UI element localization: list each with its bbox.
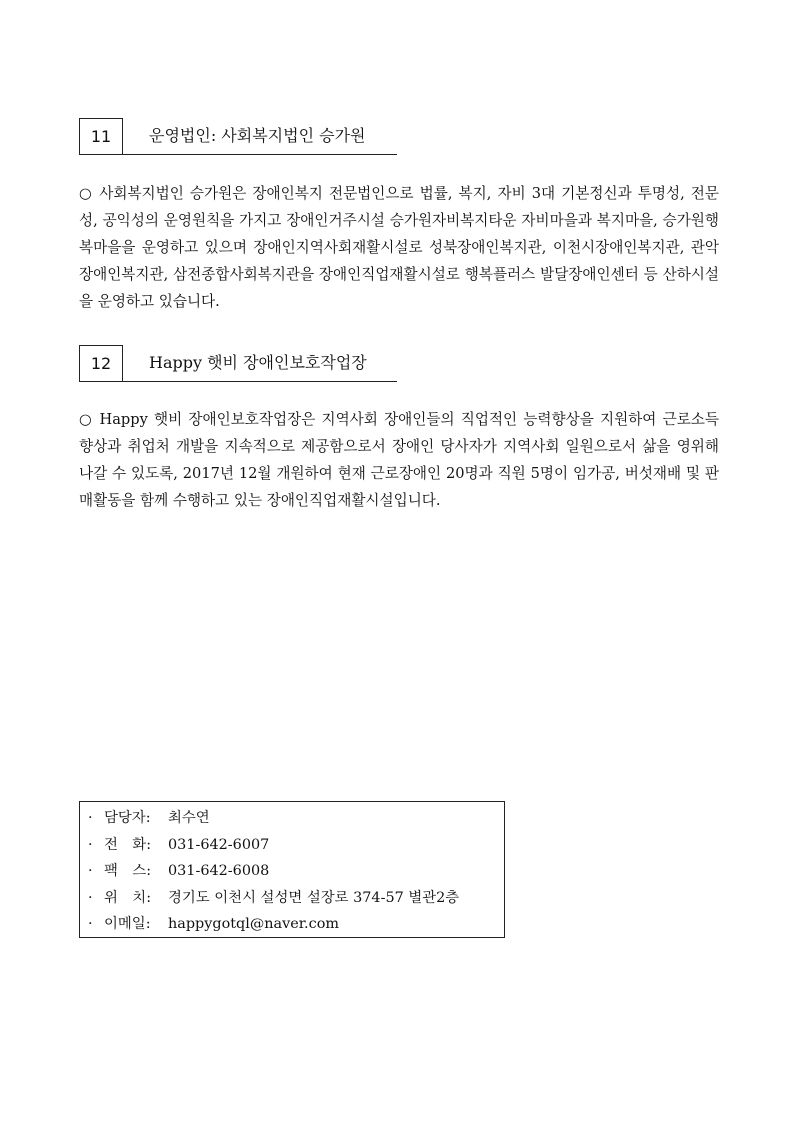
contact-value[interactable]: 031-642-6007 — [168, 836, 270, 853]
contact-label: 전 화: — [104, 836, 152, 853]
section-11-header — [79, 118, 397, 155]
contact-row-location — [88, 885, 504, 912]
contact-label: 담당자: — [104, 810, 151, 826]
contact-label: 이메일: — [104, 916, 151, 932]
contact-row-phone — [88, 832, 504, 859]
contact-label: 위 치: — [104, 889, 152, 906]
contact-row-manager — [88, 805, 504, 832]
bullet-dot: · — [88, 916, 93, 932]
contact-value: 031-642-6008 — [168, 863, 270, 879]
contact-row-fax — [88, 858, 504, 885]
section-11-number: 11 — [79, 118, 123, 154]
section-12-header — [79, 345, 397, 382]
contact-value: 경기도 이천시 설성면 설장로 374-57 별관2층 — [168, 889, 460, 906]
bullet-dot: · — [88, 889, 93, 906]
bullet-dot: · — [88, 836, 93, 853]
contact-value: 최수연 — [168, 810, 210, 826]
section-11-title: 운영법인: 사회복지법인 승가원 — [149, 126, 366, 145]
contact-label: 팩 스: — [104, 863, 152, 879]
section-12-number: 12 — [79, 345, 123, 381]
contact-box — [79, 801, 505, 938]
section-11-body: ○ 사회복지법인 승가원은 장애인복지 전문법인으로 법률, 복지, 자비 3대 기본정신과 투명성, 전문성, 공익성의 운영원칙을 가지고 장애인거주시설 승가원자비복지타운 자비마을과 복지마을, 승가원행복마을을 운영하고 있으며 장애인지역사회재활시설로 성북장애인복지관, 이천시장애인복지관, 관악장애인복지관, 삼전종합사회복지관을 장애인직업재활시설로 행복플러스 발달장애인센터 등 산하시설을 운영하고 있습니다. — [79, 185, 719, 310]
contact-row-email — [88, 911, 504, 938]
email-link[interactable]: happygotql@naver.com — [168, 916, 340, 932]
bullet-dot: · — [88, 810, 93, 826]
section-12-body: ○ Happy 햇비 장애인보호작업장은 지역사회 장애인들의 직업적인 능력향상을 지원하여 근로소득 향상과 취업처 개발을 지속적으로 제공함으로서 장애인 당사자가 지역사회 일원으로서 삶을 영위해 나갈 수 있도록, 2017년 12월 개원하여 현재 근로장애인 20명과 직원 5명이 임가공, 버섯재배 및 판매활동을 함께 수행하고 있는 장애인직업재활시설입니다. — [79, 411, 719, 509]
bullet-dot: · — [88, 863, 93, 879]
section-12-title: Happy 햇비 장애인보호작업장 — [149, 353, 367, 372]
